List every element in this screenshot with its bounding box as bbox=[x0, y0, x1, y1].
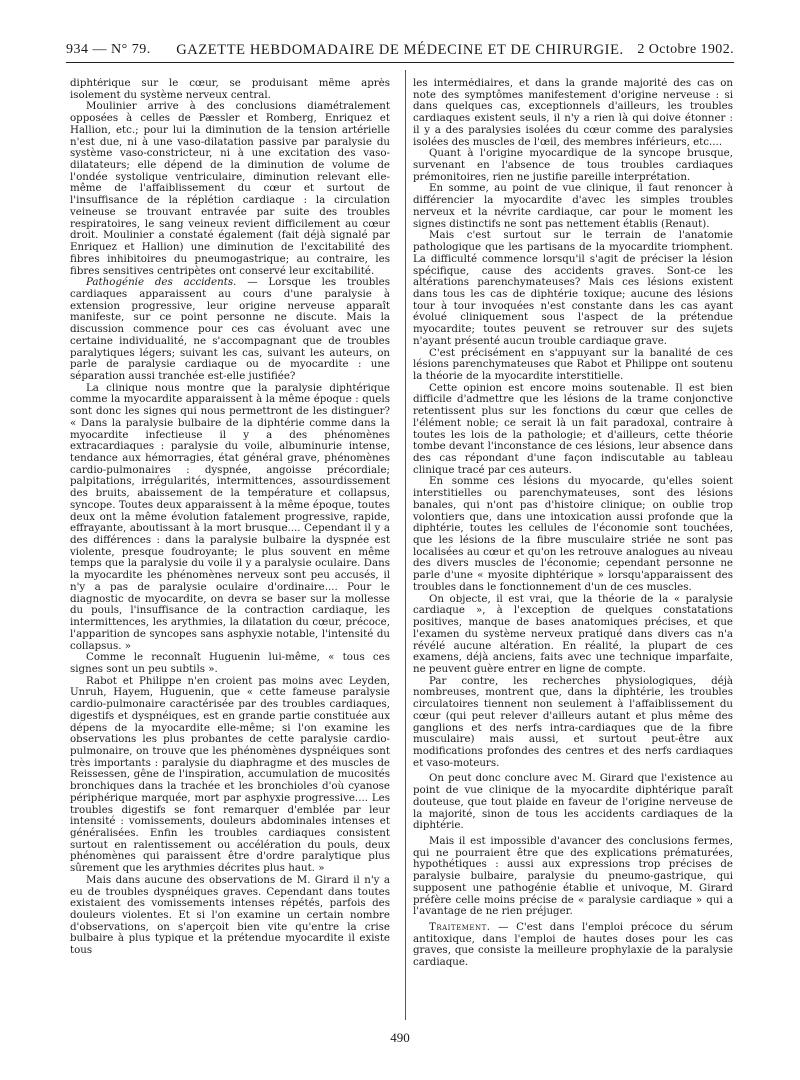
paragraph bbox=[413, 773, 733, 832]
paragraph bbox=[413, 348, 733, 383]
paragraph bbox=[413, 230, 733, 347]
paragraph bbox=[413, 594, 733, 676]
paragraph-text: On objecte, il est vrai, que la théorie de la « paralysie cardiaque », à l'exception de quelques constatations positives, manque de bases anatomiques précises, et que l'examen du système nerveux pratiqué dans divers cas n'a révélé aucune altération. En réalité, la plupart de ces examens, déjà anciens, faits avec une technique imparfaite, ne peuvent guère entrer en ligne de compte. bbox=[413, 592, 733, 675]
column-divider bbox=[405, 70, 406, 1020]
paragraph bbox=[70, 676, 390, 875]
paragraph-text: les intermédiaires, et dans la grande majorité des cas on note des symptômes manifestement d'origine nerveuse : si dans quelques cas, exceptionnels d'ailleurs, les troubles cardiaques existent seuls, il n'y a rien là qui doive étonner : il y a des paralysies isolées du cœur comme des paralysies isolées des muscles de l'œil, des membres inférieurs, etc.... bbox=[413, 78, 733, 148]
journal-title: GAZETTE HEBDOMADAIRE DE MÉDECINE ET DE CHIRURGIE. bbox=[176, 42, 624, 58]
paragraph bbox=[413, 183, 733, 230]
paragraph-text: Par contre, les recherches physiologiques, déjà nombreuses, montrent que, dans la diphtérie, les troubles circulatoires tiennent non seulement à l'affaiblissement du cœur (qui peut relever d'ailleurs autant et plus même des ganglions et des nerfs intra-cardiaques que de la fibre musculaire) mais aussi, et surtout peut-être aux modifications profondes des centres et des nerfs cardiaques et vaso-moteurs. bbox=[413, 674, 733, 769]
section-heading: Pathogénie des accidents. bbox=[86, 276, 237, 289]
paragraph-text: Comme le reconnaît Huguenin lui-même, « tous ces signes sont un peu subtils ». bbox=[70, 651, 390, 675]
paragraph-text: Mais dans aucune des observations de M. Girard il n'y a eu de troubles dyspnéiques graves. Cependant dans toutes existaient des vomissements intenses répétés, parfois des douleurs violentes. Et si l'on examine un certain nombre d'observations, on s'aperçoit bien vite qu'entre la crise bulbaire à plus typique et la prétendue myocardite il existe tous bbox=[70, 873, 390, 957]
paragraph-text: Moulinier arrive à des conclusions diamétralement opposées à celles de Pæssler et Romberg, Enriquez et Hallion, etc.; pour lui la diminution de la tension artérielle n'est due, ni à une vaso-dilatation passive par paralysie du système vaso-constricteur, ni à une excitation des vaso-dilatateurs; elle dépend de la diminution de volume de l'ondée systolique ventriculaire, diminution relevant elle-même de l'affaiblissement du cœur et surtout de l'insuffisance de la réplétion cardiaque : la circulation veineuse se trouvant entravée par suite des troubles respiratoires, le sang veineux revient difficilement au cœur droit. Moulinier a constaté également (fait déjà signalé par Enriquez et Hallion) une diminution de l'excitabilité des fibres inhibitoires du pneumogastrique; au contraire, les fibres sensitives centripètes ont conservé leur excitabilité. bbox=[70, 100, 390, 277]
paragraph-text: diphtérique sur le cœur, se produisant même après isolement du système nerveux central. bbox=[70, 78, 390, 101]
paragraph bbox=[70, 652, 390, 675]
issue-date: 2 Octobre 1902. bbox=[637, 42, 734, 57]
running-header bbox=[66, 40, 734, 64]
paragraph-text: La clinique nous montre que la paralysie diphtérique comme la myocardite apparaissent à la même époque : quels sont donc les signes qui nous permettront de les distinguer? « Dans la paralysie bulbaire de la diphtérie comme dans la myocardite infectieuse il y a des phénomènes extracardiaques : paralysie du voile, albuminurie intense, tendance aux hémorragies, état général grave, phénomènes cardio-pulmonaires : dyspnée, angoisse précordiale; palpitations, irrégularités, intermittences, assourdissement des bruits, abaissement de la température et collapsus, syncope. Toutes deux apparaissent à la même époque, toutes deux ont la même évolution fatalement progressive, rapide, effrayante, aboutissant à la mort brusque.... Cependant il y a des différences : dans la paralysie bulbaire la dyspnée est violente, presque foudroyante; le plus souvent en même temps que la paralysie du voile il y a paralysie oculaire. Dans la myocardite les phénomènes nerveux sont peu accusés, il n'y a pas de paralysie oculaire d'ordinaire.... Pour le diagnostic de myocardite, on devra se baser sur la mollesse du pouls, l'insuffisance de la contraction cardiaque, les intermittences, les arythmies, la dilatation du cœur, précoce, l'apparition de syncopes sans asphyxie notable, l'intensité du collapsus. » bbox=[70, 381, 390, 652]
paragraph-text: Rabot et Philippe n'en croient pas moins avec Leyden, Unruh, Hayem, Huguenin, que « cette fameuse paralysie cardio-pulmonaire caractérisée par des troubles cardiaques, digestifs et dyspnéiques, est en grande partie constituée aux dépens de la myocardite elle-même; si l'on examine les observations les plus probantes de cette paralysie cardio-pulmonaire, on trouve que les phénomènes dyspnéiques sont très importants : paralysie du diaphragme et des muscles de Reissessen, gêne de l'inspiration, accumulation de mucosités bronchiques dans la trachée et les bronchioles d'où cyanose périphérique marquée, mort par asphyxie progressive.... Les troubles digestifs se font remarquer d'emblée par leur intensité : vomissements, douleurs abdominales intenses et généralisées. Enfin les troubles cardiaques consistent surtout en ralentissement ou accélération du pouls, deux phénomènes qui paraissent être d'ordre paralytique plus sûrement que les arythmies décrites plus haut. » bbox=[70, 674, 390, 875]
paragraph-text: — C'est dans l'emploi précoce du sérum antitoxique, dans l'emploi de hautes doses pour les cas graves, que consiste la meilleure prophylaxie de la paralysie cardiaque. bbox=[413, 921, 733, 969]
paragraph-text: En somme, au point de vue clinique, il faut renoncer à différencier la myocardite d'avec les simples troubles nerveux et la névrite cardiaque, car pour le moment les signes distinctifs ne sont pas nettement établis (Renaut). bbox=[413, 182, 733, 230]
paragraph-text: En somme ces lésions du myocarde, qu'elles soient interstitielles ou parenchymateuses, sont des lésions banales, qui n'ont pas d'histoire clinique; on oublie trop volontiers que, dans une intoxication aussi profonde que la diphtérie, toutes les cellules de l'économie sont touchées, que les lésions de la fibre musculaire striée ne sont pas localisées au cœur et qu'on les retrouve analogues au niveau des divers muscles de l'économie; cependant personne ne parle d'une « myosite diphtérique » lorsqu'apparaissent des troubles dans le fonctionnement d'un de ces muscles. bbox=[413, 475, 733, 593]
paragraph-text: On peut donc conclure avec M. Girard que l'existence au point de vue clinique de la myocardite diphtérique paraît douteuse, que tout plaide en faveur de l'origine nerveuse de la majorité, sinon de tous les accidents cardiaques de la diphtérie. bbox=[413, 772, 733, 832]
paragraph bbox=[413, 383, 733, 477]
paragraph bbox=[413, 922, 733, 969]
left-column bbox=[70, 78, 390, 1020]
right-column bbox=[413, 78, 733, 1020]
page-reference: 934 — N° 79. bbox=[66, 42, 151, 57]
header-rule bbox=[66, 62, 734, 63]
paragraph bbox=[70, 78, 390, 101]
paragraph bbox=[413, 78, 733, 148]
paragraph bbox=[413, 476, 733, 593]
paragraph bbox=[70, 383, 390, 653]
paragraph bbox=[70, 875, 390, 957]
paragraph bbox=[70, 101, 390, 277]
paragraph bbox=[70, 277, 390, 382]
paragraph-text: — Lorsque les troubles cardiaques apparaissent au cours d'une paralysie à extension progressive, leur origine nerveuse apparaît manifeste, sur ce point personne ne discute. Mais la discussion commence pour ces cas évoluant avec une certaine individualité, ne s'accompagnant que de troubles paralytiques légers; suivant les cas, suivant les auteurs, on parle de paralysie cardiaque ou de myocardite : une séparation aussi tranchée est-elle justifiée? bbox=[70, 276, 390, 382]
paragraph-text: Mais c'est surtout sur le terrain de l'anatomie pathologique que les partisans de la myocardite triomphent. La difficulté commence lorsqu'il s'agit de préciser la lésion spécifique, cause des accidents graves. Sont-ce les altérations parenchymateuses? Mais ces lésions existent dans tous les cas de diphtérie toxique; aucune des lésions tour à tour invoquées n'est constante dans les cas ayant évolué cliniquement sous l'aspect de la prétendue myocardite; toutes peuvent se retrouver sur des sujets n'ayant présenté aucun trouble cardiaque grave. bbox=[413, 229, 733, 347]
paragraph bbox=[413, 148, 733, 183]
paragraph bbox=[413, 676, 733, 770]
section-heading: Traitement. bbox=[429, 921, 491, 934]
page-number: 490 bbox=[390, 1030, 410, 1045]
paragraph-text: Mais il est impossible d'avancer des conclusions fermes, qui ne pourraient être que des explications prématurées, hypothétiques : aussi aux expressions trop précises de paralysie bulbaire, paralysie du pneumo-gastrique, qui supposent une pathogénie établie et univoque, M. Girard préfère celle moins précise de « paralysie cardiaque » qui a l'avantage de ne rien préjuger. bbox=[413, 835, 733, 918]
paragraph-text: Quant à l'origine myocardique de la syncope brusque, survenant en l'absence de tous troubles cardiaques prémonitoires, rien ne justifie pareille interprétation. bbox=[413, 147, 733, 183]
paragraph bbox=[413, 836, 733, 918]
paragraph-text: Cette opinion est encore moins soutenable. Il est bien difficile d'admettre que les lésions de la trame conjonctive retentissent plus sur les fonctions du cœur que celles de l'élément noble; ce serait là un fait paradoxal, contraire à toutes les lois de la pathologie; et d'ailleurs, cette théorie tombe devant l'inconstance de ces lésions, leur absence dans des cas répondant d'une façon indiscutable au tableau clinique tracé par ces auteurs. bbox=[413, 381, 733, 476]
paragraph-text: C'est précisément en s'appuyant sur la banalité de ces lésions parenchymateuses que Rabot et Philippe ont soutenu la théorie de la myocardite interstitielle. bbox=[413, 346, 733, 382]
